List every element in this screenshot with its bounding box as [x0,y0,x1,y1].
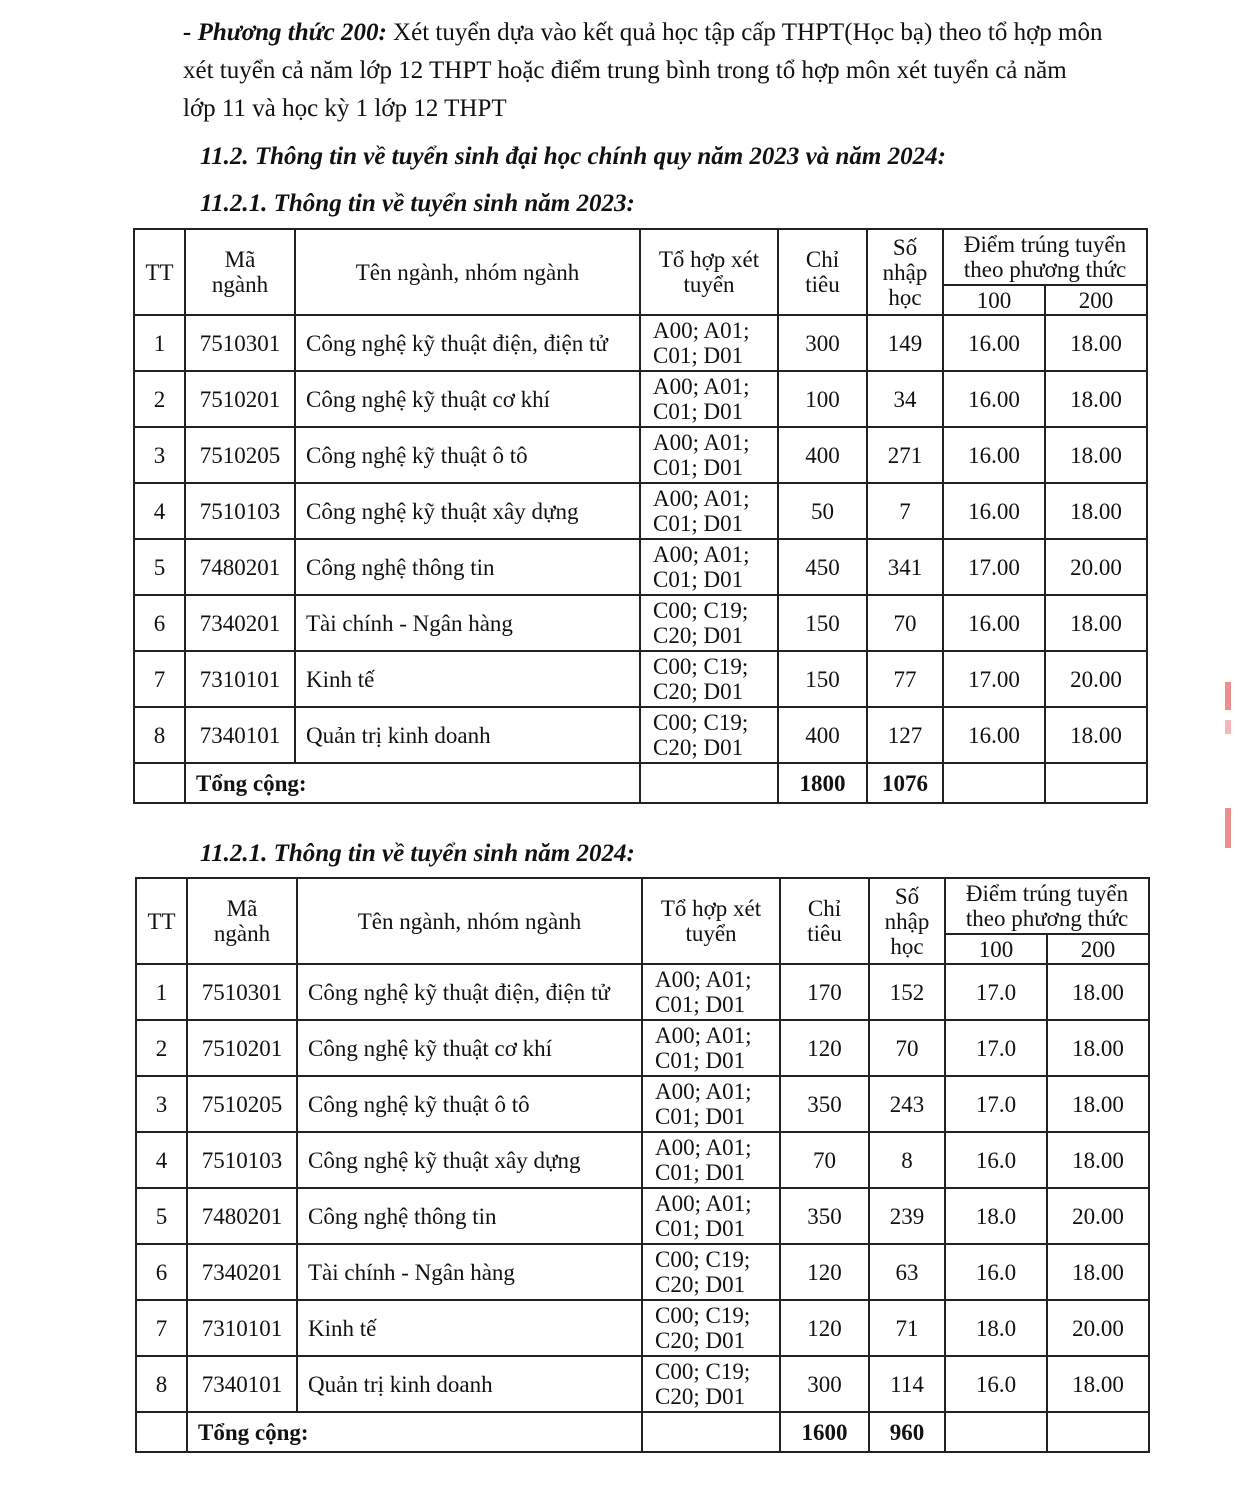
cell-combo-line: C00; C19; [655,1303,751,1328]
cell-enrolled: 70 [867,595,943,651]
cell-tt: 4 [136,1132,187,1188]
col-header-enrolled-line: Số [894,883,920,909]
table-row [134,427,1147,483]
cell-quota: 350 [780,1076,869,1132]
cell-score-200: 18.00 [1045,371,1147,427]
cell-combo-line: C20; D01 [655,1384,746,1409]
cell-enrolled: 239 [869,1188,945,1244]
col-header-combo-line: Tổ hợp xét [660,896,762,921]
cell-combo-line: A00; A01; [655,1191,752,1216]
table-row [136,1188,1149,1244]
table-2023-heading: 11.2.1. Thông tin về tuyển sinh năm 2023: [200,190,635,217]
col-header-enrolled [867,229,943,315]
cell-combo [642,964,780,1020]
cell-score-200: 18.00 [1047,1244,1149,1300]
cell-combo-line: A00; A01; [655,1023,752,1048]
method-label: - Phương thức 200: [183,19,387,46]
col-header-score-line: Điểm trúng tuyển [965,881,1129,906]
cell-name: Quản trị kinh doanh [297,1356,642,1412]
header-row [134,229,1147,285]
cell-name: Công nghệ thông tin [295,539,640,595]
cell-tt: 5 [136,1188,187,1244]
cell-code: 7510205 [185,427,295,483]
col-header-score [943,229,1147,285]
cell-score-100: 18.0 [945,1300,1047,1356]
col-header-quota-line: Chỉ [805,247,840,272]
cell-enrolled: 152 [869,964,945,1020]
cell-code: 7510205 [187,1076,297,1132]
col-header-tt: TT [136,878,187,964]
cell-score-100: 16.0 [945,1356,1047,1412]
table-row [134,539,1147,595]
cell-name: Quản trị kinh doanh [295,707,640,763]
scan-mark [1225,720,1231,734]
cell-combo-line: A00; A01; [653,486,750,511]
total-row [134,763,1147,803]
cell-code: 7340101 [187,1356,297,1412]
cell-code: 7510103 [185,483,295,539]
cell-code: 7480201 [185,539,295,595]
header-row [136,878,1149,934]
cell-combo [640,315,778,371]
cell-combo [640,371,778,427]
cell-score-100: 17.0 [945,964,1047,1020]
cell-quota: 300 [780,1356,869,1412]
intro-line-1 [183,14,1153,52]
cell-code: 7510201 [185,371,295,427]
cell-combo [642,1188,780,1244]
cell-combo [642,1300,780,1356]
cell-tt: 7 [134,651,185,707]
cell-combo-line: C01; D01 [655,1048,746,1073]
cell-combo-line: C00; C19; [653,710,749,735]
cell-name: Tài chính - Ngân hàng [295,595,640,651]
cell-combo [640,539,778,595]
section-heading: 11.2. Thông tin về tuyển sinh đại học chính quy năm 2023 và năm 2024: [200,143,946,170]
cell-enrolled: 243 [869,1076,945,1132]
cell-enrolled: 7 [867,483,943,539]
cell-quota: 70 [780,1132,869,1188]
cell-enrolled: 8 [869,1132,945,1188]
cell-score-empty [943,763,1045,803]
cell-score-100: 16.00 [943,371,1045,427]
table-row [134,651,1147,707]
table-row [136,1076,1149,1132]
table-row [136,1020,1149,1076]
col-header-score [945,878,1149,934]
cell-name: Kinh tế [297,1300,642,1356]
cell-quota: 170 [780,964,869,1020]
cell-enrolled: 341 [867,539,943,595]
cell-score-empty [1047,1412,1149,1452]
cell-name: Công nghệ kỹ thuật cơ khí [295,371,640,427]
total-quota: 1800 [778,763,867,803]
cell-score-100: 17.0 [945,1076,1047,1132]
total-enrolled: 960 [869,1412,945,1452]
cell-tt: 3 [136,1076,187,1132]
cell-enrolled: 127 [867,707,943,763]
cell-combo-line: A00; A01; [653,318,750,343]
cell-tt: 8 [136,1356,187,1412]
cell-combo-line: A00; A01; [655,1135,752,1160]
col-header-name: Tên ngành, nhóm ngành [297,878,642,964]
total-enrolled: 1076 [867,763,943,803]
col-header-tt: TT [134,229,185,315]
cell-score-100: 16.00 [943,315,1045,371]
cell-name: Công nghệ kỹ thuật xây dựng [297,1132,642,1188]
cell-quota: 150 [778,651,867,707]
cell-score-100: 16.00 [943,595,1045,651]
cell-tt: 1 [136,964,187,1020]
total-label: Tổng cộng: [185,763,640,803]
table-row [136,1244,1149,1300]
cell-score-100: 16.00 [943,707,1045,763]
cell-combo-line: C01; D01 [653,455,744,480]
scan-mark [1225,808,1231,848]
cell-code: 7510201 [187,1020,297,1076]
col-header-combo-line: tuyển [683,272,735,297]
cell-tt: 7 [136,1300,187,1356]
col-header-score-line: theo phương thức [965,906,1129,931]
cell-combo-line: C01; D01 [655,992,746,1017]
cell-combo [642,1356,780,1412]
cell-tt: 2 [134,371,185,427]
col-header-code-line: ngành [213,921,271,946]
cell-score-200: 18.00 [1047,1020,1149,1076]
cell-score-200: 18.00 [1047,964,1149,1020]
total-label: Tổng cộng: [187,1412,642,1452]
cell-tt: 6 [136,1244,187,1300]
intro-paragraph [183,14,1153,128]
cell-combo [642,1244,780,1300]
table-row [136,964,1149,1020]
cell-score-empty [945,1412,1047,1452]
cell-combo-line: C20; D01 [653,735,744,760]
cell-combo-line: A00; A01; [653,374,750,399]
cell-combo-line: A00; A01; [655,1079,752,1104]
col-header-method-200: 200 [1045,285,1147,315]
cell-combo-line: C01; D01 [655,1216,746,1241]
cell-quota: 350 [780,1188,869,1244]
cell-code: 7310101 [187,1300,297,1356]
cell-score-100: 17.00 [943,651,1045,707]
cell-quota: 300 [778,315,867,371]
col-header-code-line: ngành [211,272,269,297]
cell-combo-line: C01; D01 [655,1160,746,1185]
col-header-combo [642,878,780,964]
cell-quota: 450 [778,539,867,595]
cell-combo-line: C20; D01 [655,1328,746,1353]
col-header-combo-line: tuyển [685,921,737,946]
col-header-quota-line: Chỉ [807,896,842,921]
col-header-combo-line: Tổ hợp xét [658,247,760,272]
table-row [134,315,1147,371]
cell-score-200: 20.00 [1045,651,1147,707]
cell-enrolled: 34 [867,371,943,427]
cell-quota: 100 [778,371,867,427]
col-header-name: Tên ngành, nhóm ngành [295,229,640,315]
total-row [136,1412,1149,1452]
col-header-combo [640,229,778,315]
admission-table-2023 [133,228,1148,804]
cell-name: Công nghệ kỹ thuật điện, điện tử [295,315,640,371]
col-header-method-100: 100 [943,285,1045,315]
intro-line-2: xét tuyển cả năm lớp 12 THPT hoặc điểm trung bình trong tổ hợp môn xét tuyển cả năm [183,57,1067,84]
col-header-enrolled [869,878,945,964]
cell-combo [640,483,778,539]
cell-score-100: 16.00 [943,483,1045,539]
cell-score-200: 18.00 [1045,707,1147,763]
cell-code: 7510103 [187,1132,297,1188]
table-row [136,1132,1149,1188]
cell-enrolled: 114 [869,1356,945,1412]
table-row [134,371,1147,427]
table-row [134,483,1147,539]
admission-table-2024 [135,877,1150,1453]
cell-tt: 8 [134,707,185,763]
cell-quota: 120 [780,1244,869,1300]
cell-combo-line: C01; D01 [655,1104,746,1129]
cell-name: Công nghệ kỹ thuật cơ khí [297,1020,642,1076]
col-header-quota-line: tiêu [807,921,842,946]
cell-code: 7340201 [185,595,295,651]
cell-combo-line: C20; D01 [653,679,744,704]
cell-score-200: 20.00 [1047,1300,1149,1356]
cell-combo-line: C20; D01 [653,623,744,648]
table-row [134,707,1147,763]
cell-quota: 120 [780,1020,869,1076]
cell-score-200: 18.00 [1047,1356,1149,1412]
cell-combo-line: C00; C19; [653,654,749,679]
col-header-code-line: Mã [224,247,256,272]
table-2024-heading: 11.2.1. Thông tin về tuyển sinh năm 2024: [200,840,635,867]
cell-combo-line: C01; D01 [653,567,744,592]
col-header-quota [778,229,867,315]
col-header-method-100: 100 [945,934,1047,964]
cell-enrolled: 63 [869,1244,945,1300]
cell-combo-line: A00; A01; [653,542,750,567]
cell-name: Công nghệ kỹ thuật điện, điện tử [297,964,642,1020]
cell-score-200: 18.00 [1047,1132,1149,1188]
col-header-method-200: 200 [1047,934,1149,964]
col-header-code [187,878,297,964]
cell-score-200: 18.00 [1045,595,1147,651]
cell-enrolled: 71 [869,1300,945,1356]
cell-combo-line: C01; D01 [653,343,744,368]
cell-combo-line: C20; D01 [655,1272,746,1297]
col-header-score-line: theo phương thức [963,257,1127,282]
cell-code: 7480201 [187,1188,297,1244]
cell-quota: 400 [778,427,867,483]
cell-tt: 2 [136,1020,187,1076]
cell-tt: 1 [134,315,185,371]
cell-score-200: 18.00 [1045,427,1147,483]
cell-combo-line: A00; A01; [655,967,752,992]
cell-score-100: 17.00 [943,539,1045,595]
cell-name: Công nghệ thông tin [297,1188,642,1244]
cell-combo-line: C01; D01 [653,511,744,536]
cell-score-200: 18.00 [1045,483,1147,539]
cell-combo [640,707,778,763]
col-header-enrolled-line: học [890,933,924,959]
cell-code: 7340201 [187,1244,297,1300]
cell-combo [642,1132,780,1188]
cell-quota: 400 [778,707,867,763]
col-header-quota [780,878,869,964]
col-header-score-line: Điểm trúng tuyển [963,232,1127,257]
cell-score-100: 16.0 [945,1132,1047,1188]
cell-combo-line: C00; C19; [655,1247,751,1272]
col-header-enrolled-line: nhập [882,259,928,285]
col-header-quota-line: tiêu [805,272,840,297]
col-header-enrolled-line: Số [892,234,918,260]
cell-combo [642,1020,780,1076]
cell-name: Công nghệ kỹ thuật xây dựng [295,483,640,539]
cell-combo [640,651,778,707]
cell-combo-empty [640,763,778,803]
cell-score-empty [1045,763,1147,803]
cell-enrolled: 70 [869,1020,945,1076]
col-header-enrolled-line: học [888,284,922,310]
cell-score-100: 17.0 [945,1020,1047,1076]
cell-combo-empty [642,1412,780,1452]
cell-score-100: 16.0 [945,1244,1047,1300]
total-quota: 1600 [780,1412,869,1452]
cell-code: 7310101 [185,651,295,707]
cell-combo [640,427,778,483]
cell-quota: 150 [778,595,867,651]
cell-tt: 5 [134,539,185,595]
col-header-enrolled-line: nhập [884,908,930,934]
cell-code: 7510301 [185,315,295,371]
col-header-code-line: Mã [226,896,258,921]
cell-combo-line: C00; C19; [655,1359,751,1384]
cell-tt-empty [136,1412,187,1452]
scan-mark [1225,682,1231,710]
cell-score-200: 20.00 [1045,539,1147,595]
intro-line-3: lớp 11 và học kỳ 1 lớp 12 THPT [183,95,507,122]
cell-score-200: 18.00 [1045,315,1147,371]
cell-tt: 3 [134,427,185,483]
cell-quota: 50 [778,483,867,539]
cell-score-200: 20.00 [1047,1188,1149,1244]
method-text: Xét tuyển dựa vào kết quả học tập cấp THPT(Học bạ) theo tổ hợp môn [386,19,1103,46]
table-row [136,1356,1149,1412]
cell-combo-line: C01; D01 [653,399,744,424]
cell-tt: 6 [134,595,185,651]
cell-combo [640,595,778,651]
cell-combo-line: C00; C19; [653,598,749,623]
table-row [134,595,1147,651]
cell-tt: 4 [134,483,185,539]
col-header-code [185,229,295,315]
cell-code: 7510301 [187,964,297,1020]
cell-enrolled: 77 [867,651,943,707]
cell-enrolled: 149 [867,315,943,371]
cell-name: Công nghệ kỹ thuật ô tô [297,1076,642,1132]
cell-score-100: 16.00 [943,427,1045,483]
cell-combo [642,1076,780,1132]
cell-code: 7340101 [185,707,295,763]
cell-quota: 120 [780,1300,869,1356]
table-row [136,1300,1149,1356]
cell-enrolled: 271 [867,427,943,483]
cell-name: Kinh tế [295,651,640,707]
cell-score-100: 18.0 [945,1188,1047,1244]
cell-tt-empty [134,763,185,803]
cell-name: Tài chính - Ngân hàng [297,1244,642,1300]
cell-score-200: 18.00 [1047,1076,1149,1132]
cell-combo-line: A00; A01; [653,430,750,455]
cell-name: Công nghệ kỹ thuật ô tô [295,427,640,483]
